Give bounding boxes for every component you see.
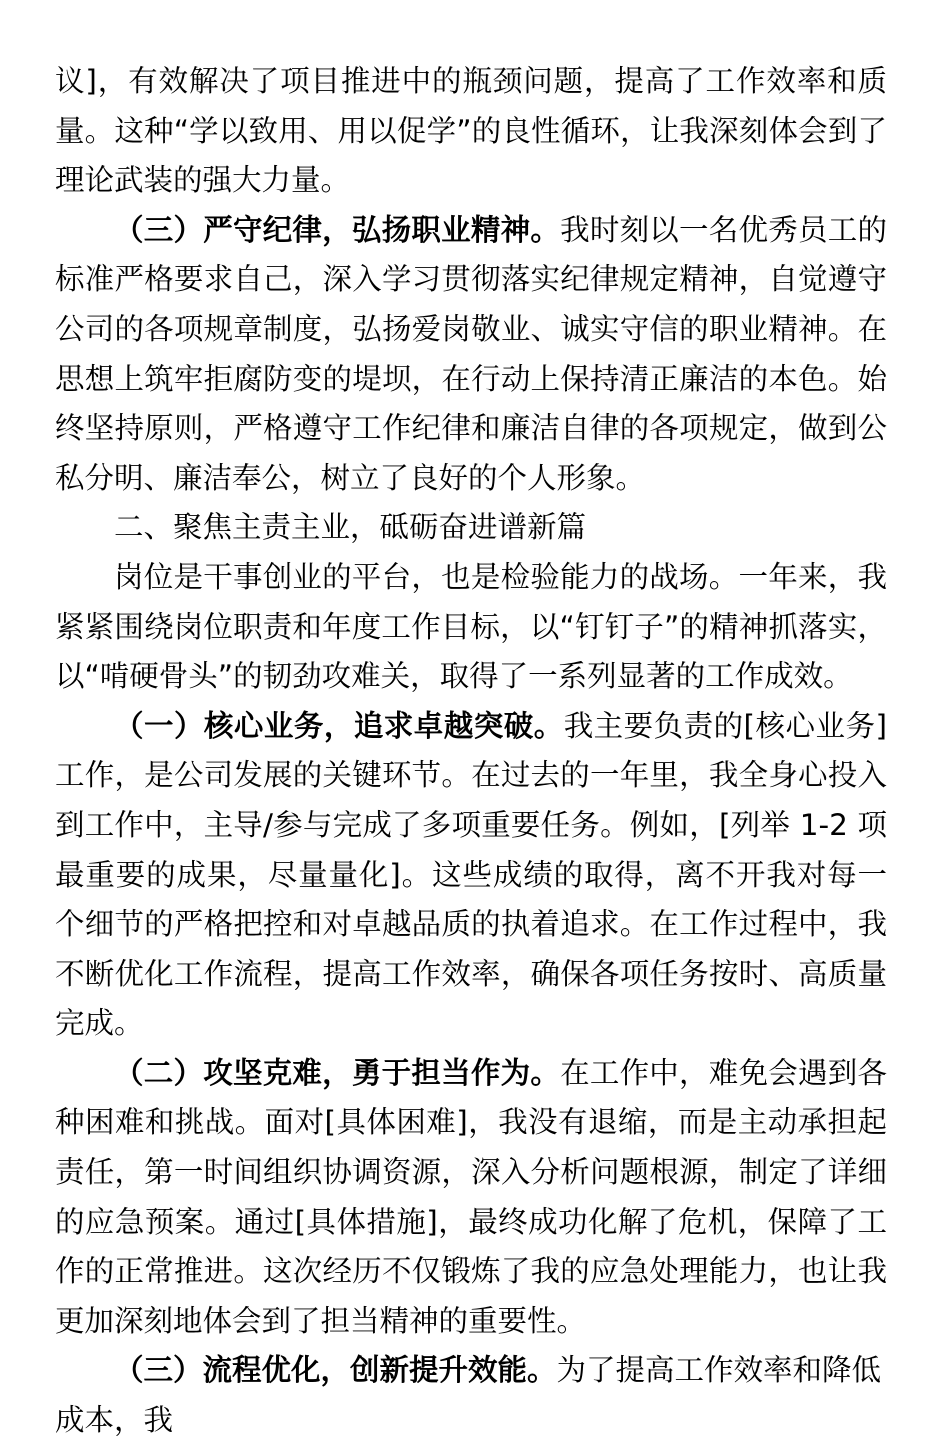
paragraph-body-process-optimization: 为了提高工作效率和降低成本，我	[55, 1353, 882, 1438]
paragraph-body-core-business: 我主要负责的[核心业务]工作，是公司发展的关键环节。在过去的一年里，我全身心投入到工作中，主导/参与完成了多项重要任务。例如，[列举 1-2 项最重要的成果，尽量量化]。这些成绩的取得，离不开我对每一个细节的严格把控和对卓越品质的执着追求。在工作过程中，我不断优化工作流程，提高工作效率，确保各项任务按时、高质量完成。	[55, 708, 887, 1041]
paragraph-core-business	[55, 702, 887, 1049]
paragraph-body-discipline-professionalism: 我时刻以一名优秀员工的标准严格要求自己，深入学习贯彻落实纪律规定精神，自觉遵守公司的各项规章制度，弘扬爱岗敬业、诚实守信的职业精神。在思想上筑牢拒腐防变的堤坝，在行动上保持清正廉洁的本色。始终坚持原则，严格遵守工作纪律和廉洁自律的各项规定，做到公私分明、廉洁奉公，树立了良好的个人形象。	[55, 212, 887, 495]
bold-lead-process-optimization: （三）流程优化，创新提升效能。	[114, 1353, 557, 1388]
paragraph-section2-intro: 岗位是干事创业的平台，也是检验能力的战场。一年来，我紧紧围绕岗位职责和年度工作目标，以“钉钉子”的精神抓落实，以“啃硬骨头”的韧劲攻难关，取得了一系列显著的工作成效。	[55, 559, 887, 694]
paragraph-discipline-professionalism	[55, 206, 887, 504]
paragraph-continuation: 议]，有效解决了项目推进中的瓶颈问题，提高了工作效率和质量。这种“学以致用、用以促学”的良性循环，让我深刻体会到了理论武装的强大力量。	[55, 64, 887, 198]
document-text-body	[55, 57, 887, 1446]
bold-lead-overcoming-difficulties: （二）攻坚克难，勇于担当作为。	[114, 1055, 561, 1090]
section-heading-two: 二、聚焦主责主业，砥砺奋进谱新篇	[114, 510, 587, 545]
paragraph-body-overcoming-difficulties: 在工作中，难免会遇到各种困难和挑战。面对[具体困难]，我没有退缩，而是主动承担起责任，第一时间组织协调资源，深入分析问题根源，制定了详细的应急预案。通过[具体措施]，最终成功化解了危机，保障了工作的正常推进。这次经历不仅锻炼了我的应急处理能力，也让我更加深刻地体会到了担当精神的重要性。	[55, 1055, 887, 1338]
paragraph-process-optimization	[55, 1346, 887, 1445]
bold-lead-core-business: （一）核心业务，追求卓越突破。	[114, 708, 564, 743]
paragraph-overcoming-difficulties	[55, 1049, 887, 1347]
bold-lead-discipline-professionalism: （三）严守纪律，弘扬职业精神。	[114, 212, 561, 247]
